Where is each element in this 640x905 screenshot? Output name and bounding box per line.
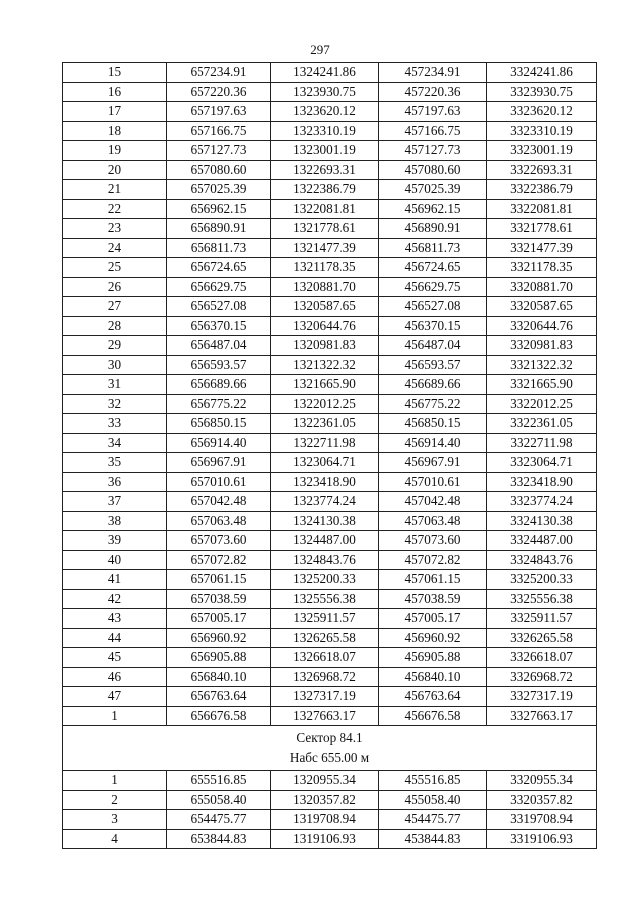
table-cell: 657197.63 xyxy=(167,102,271,122)
table-cell: 30 xyxy=(63,355,167,375)
table-cell: 37 xyxy=(63,492,167,512)
coordinates-table xyxy=(62,62,597,849)
table-cell: 1325200.33 xyxy=(271,570,379,590)
table-cell: 3324241.86 xyxy=(487,63,597,83)
table-cell: 3327663.17 xyxy=(487,706,597,726)
table-cell: 3321477.39 xyxy=(487,238,597,258)
table-row xyxy=(63,667,597,687)
sector-header xyxy=(63,726,597,771)
table-cell: 655516.85 xyxy=(167,771,271,791)
table-row xyxy=(63,199,597,219)
table-row xyxy=(63,160,597,180)
table-row xyxy=(63,63,597,83)
table-cell: 20 xyxy=(63,160,167,180)
table-cell: 656960.92 xyxy=(167,628,271,648)
table-cell: 653844.83 xyxy=(167,829,271,849)
table-cell: 457166.75 xyxy=(379,121,487,141)
table-cell: 1327663.17 xyxy=(271,706,379,726)
table-cell: 456763.64 xyxy=(379,687,487,707)
table-cell: 656850.15 xyxy=(167,414,271,434)
table-cell: 456724.65 xyxy=(379,258,487,278)
table-cell: 656689.66 xyxy=(167,375,271,395)
table-row xyxy=(63,82,597,102)
table-cell: 1320955.34 xyxy=(271,771,379,791)
table-cell: 1325911.57 xyxy=(271,609,379,629)
table-cell: 3323930.75 xyxy=(487,82,597,102)
table-cell: 1 xyxy=(63,706,167,726)
table-cell: 47 xyxy=(63,687,167,707)
table-cell: 657025.39 xyxy=(167,180,271,200)
table-cell: 26 xyxy=(63,277,167,297)
table-cell: 21 xyxy=(63,180,167,200)
table-cell: 656914.40 xyxy=(167,433,271,453)
table-cell: 3327317.19 xyxy=(487,687,597,707)
table-cell: 1326968.72 xyxy=(271,667,379,687)
table-row xyxy=(63,102,597,122)
table-cell: 657038.59 xyxy=(167,589,271,609)
table-cell: 456960.92 xyxy=(379,628,487,648)
table-cell: 19 xyxy=(63,141,167,161)
table-cell: 3320587.65 xyxy=(487,297,597,317)
table-cell: 455516.85 xyxy=(379,771,487,791)
table-cell: 3323001.19 xyxy=(487,141,597,161)
table-cell: 3322711.98 xyxy=(487,433,597,453)
table-cell: 456967.91 xyxy=(379,453,487,473)
table-cell: 1322711.98 xyxy=(271,433,379,453)
table-row xyxy=(63,375,597,395)
table-cell: 1323001.19 xyxy=(271,141,379,161)
table-cell: 23 xyxy=(63,219,167,239)
table-cell: 456527.08 xyxy=(379,297,487,317)
table-cell: 656370.15 xyxy=(167,316,271,336)
table-cell: 657042.48 xyxy=(167,492,271,512)
table-cell: 455058.40 xyxy=(379,790,487,810)
table-cell: 3323774.24 xyxy=(487,492,597,512)
table-cell: 3322361.05 xyxy=(487,414,597,434)
table-row xyxy=(63,355,597,375)
table-cell: 3326968.72 xyxy=(487,667,597,687)
table-cell: 456629.75 xyxy=(379,277,487,297)
table-cell: 456890.91 xyxy=(379,219,487,239)
table-cell: 3321322.32 xyxy=(487,355,597,375)
table-row xyxy=(63,550,597,570)
table-cell: 456593.57 xyxy=(379,355,487,375)
table-cell: 3326618.07 xyxy=(487,648,597,668)
table-cell: 29 xyxy=(63,336,167,356)
table-cell: 656840.10 xyxy=(167,667,271,687)
table-cell: 2 xyxy=(63,790,167,810)
table-cell: 15 xyxy=(63,63,167,83)
table-cell: 656724.65 xyxy=(167,258,271,278)
table-cell: 1321665.90 xyxy=(271,375,379,395)
table-cell: 657005.17 xyxy=(167,609,271,629)
table-cell: 457061.15 xyxy=(379,570,487,590)
table-cell: 1324843.76 xyxy=(271,550,379,570)
table-cell: 3325556.38 xyxy=(487,589,597,609)
table-cell: 1 xyxy=(63,771,167,791)
table-cell: 456850.15 xyxy=(379,414,487,434)
table-cell: 456962.15 xyxy=(379,199,487,219)
table-cell: 44 xyxy=(63,628,167,648)
table-row xyxy=(63,238,597,258)
table-cell: 25 xyxy=(63,258,167,278)
sector-subtitle: Набс 655.00 м xyxy=(289,750,370,765)
table-cell: 457073.60 xyxy=(379,531,487,551)
table-cell: 1320644.76 xyxy=(271,316,379,336)
table-cell: 46 xyxy=(63,667,167,687)
table-row xyxy=(63,141,597,161)
table-row xyxy=(63,810,597,830)
table-row xyxy=(63,609,597,629)
table-cell: 656811.73 xyxy=(167,238,271,258)
table-cell: 45 xyxy=(63,648,167,668)
table-cell: 1321778.61 xyxy=(271,219,379,239)
table-cell: 457234.91 xyxy=(379,63,487,83)
table-cell: 3324487.00 xyxy=(487,531,597,551)
table-cell: 3323418.90 xyxy=(487,472,597,492)
table-cell: 28 xyxy=(63,316,167,336)
table-cell: 457127.73 xyxy=(379,141,487,161)
table-cell: 657127.73 xyxy=(167,141,271,161)
table-cell: 31 xyxy=(63,375,167,395)
table-row xyxy=(63,706,597,726)
table-row xyxy=(63,790,597,810)
table-cell: 456487.04 xyxy=(379,336,487,356)
table-cell: 17 xyxy=(63,102,167,122)
table-cell: 1323418.90 xyxy=(271,472,379,492)
table-cell: 3320981.83 xyxy=(487,336,597,356)
table-cell: 457038.59 xyxy=(379,589,487,609)
table-cell: 34 xyxy=(63,433,167,453)
table-cell: 3 xyxy=(63,810,167,830)
table-row xyxy=(63,394,597,414)
table-cell: 1322081.81 xyxy=(271,199,379,219)
table-cell: 43 xyxy=(63,609,167,629)
table-cell: 3324130.38 xyxy=(487,511,597,531)
table-cell: 453844.83 xyxy=(379,829,487,849)
table-cell: 1319708.94 xyxy=(271,810,379,830)
table-cell: 3323620.12 xyxy=(487,102,597,122)
table-cell: 656962.15 xyxy=(167,199,271,219)
table-cell: 657234.91 xyxy=(167,63,271,83)
table-cell: 1321322.32 xyxy=(271,355,379,375)
sector-row xyxy=(63,726,597,771)
table-cell: 3322386.79 xyxy=(487,180,597,200)
table-cell: 36 xyxy=(63,472,167,492)
table-cell: 657010.61 xyxy=(167,472,271,492)
table-cell: 3325200.33 xyxy=(487,570,597,590)
table-cell: 41 xyxy=(63,570,167,590)
table-cell: 457072.82 xyxy=(379,550,487,570)
table-cell: 656890.91 xyxy=(167,219,271,239)
table-row xyxy=(63,121,597,141)
table-cell: 1324487.00 xyxy=(271,531,379,551)
table-cell: 3325911.57 xyxy=(487,609,597,629)
table-cell: 1320357.82 xyxy=(271,790,379,810)
table-cell: 456775.22 xyxy=(379,394,487,414)
table-cell: 456689.66 xyxy=(379,375,487,395)
table-cell: 32 xyxy=(63,394,167,414)
table-cell: 3321178.35 xyxy=(487,258,597,278)
table-cell: 1322361.05 xyxy=(271,414,379,434)
table-cell: 1322693.31 xyxy=(271,160,379,180)
table-cell: 657220.36 xyxy=(167,82,271,102)
table-cell: 657061.15 xyxy=(167,570,271,590)
table-cell: 656629.75 xyxy=(167,277,271,297)
table-cell: 456905.88 xyxy=(379,648,487,668)
table-cell: 1323310.19 xyxy=(271,121,379,141)
table-cell: 656763.64 xyxy=(167,687,271,707)
table-cell: 457025.39 xyxy=(379,180,487,200)
table-cell: 454475.77 xyxy=(379,810,487,830)
table-cell: 656527.08 xyxy=(167,297,271,317)
table-cell: 3319708.94 xyxy=(487,810,597,830)
table-cell: 18 xyxy=(63,121,167,141)
table-cell: 22 xyxy=(63,199,167,219)
table-cell: 1324241.86 xyxy=(271,63,379,83)
sector-cell xyxy=(63,726,597,771)
table-cell: 656967.91 xyxy=(167,453,271,473)
table-cell: 16 xyxy=(63,82,167,102)
table-cell: 3320955.34 xyxy=(487,771,597,791)
table-cell: 1323774.24 xyxy=(271,492,379,512)
table-cell: 456811.73 xyxy=(379,238,487,258)
table-cell: 1322386.79 xyxy=(271,180,379,200)
table-cell: 655058.40 xyxy=(167,790,271,810)
table-cell: 1320981.83 xyxy=(271,336,379,356)
table-cell: 3320644.76 xyxy=(487,316,597,336)
table-row xyxy=(63,570,597,590)
table-row xyxy=(63,316,597,336)
page-number: 297 xyxy=(310,42,330,57)
table-cell: 3321665.90 xyxy=(487,375,597,395)
table-row xyxy=(63,492,597,512)
table-cell: 39 xyxy=(63,531,167,551)
table-cell: 3319106.93 xyxy=(487,829,597,849)
table-cell: 42 xyxy=(63,589,167,609)
table-row xyxy=(63,180,597,200)
table-row xyxy=(63,472,597,492)
table-cell: 656775.22 xyxy=(167,394,271,414)
table-cell: 1324130.38 xyxy=(271,511,379,531)
table-body-upper xyxy=(63,63,597,726)
table-cell: 456676.58 xyxy=(379,706,487,726)
table-row xyxy=(63,648,597,668)
table-row xyxy=(63,453,597,473)
table-cell: 457005.17 xyxy=(379,609,487,629)
table-cell: 457220.36 xyxy=(379,82,487,102)
table-cell: 1320881.70 xyxy=(271,277,379,297)
table-cell: 1323064.71 xyxy=(271,453,379,473)
table-row xyxy=(63,297,597,317)
table-cell: 33 xyxy=(63,414,167,434)
table-row xyxy=(63,628,597,648)
table-cell: 1326618.07 xyxy=(271,648,379,668)
table-cell: 1326265.58 xyxy=(271,628,379,648)
table-cell: 4 xyxy=(63,829,167,849)
table-row xyxy=(63,531,597,551)
table-row xyxy=(63,433,597,453)
table-row xyxy=(63,219,597,239)
table-cell: 456914.40 xyxy=(379,433,487,453)
table-cell: 1325556.38 xyxy=(271,589,379,609)
table-cell: 3321778.61 xyxy=(487,219,597,239)
table-body-lower xyxy=(63,771,597,849)
table-cell: 1321178.35 xyxy=(271,258,379,278)
table-cell: 656593.57 xyxy=(167,355,271,375)
table-cell: 3322012.25 xyxy=(487,394,597,414)
table-cell: 3322693.31 xyxy=(487,160,597,180)
table-cell: 457063.48 xyxy=(379,511,487,531)
table-row xyxy=(63,277,597,297)
table-cell: 3320881.70 xyxy=(487,277,597,297)
table-row xyxy=(63,511,597,531)
table-cell: 457042.48 xyxy=(379,492,487,512)
table-row xyxy=(63,336,597,356)
table-cell: 656905.88 xyxy=(167,648,271,668)
table-cell: 3322081.81 xyxy=(487,199,597,219)
table-cell: 1320587.65 xyxy=(271,297,379,317)
table-cell: 1323930.75 xyxy=(271,82,379,102)
table-cell: 457080.60 xyxy=(379,160,487,180)
table-cell: 3320357.82 xyxy=(487,790,597,810)
table-cell: 38 xyxy=(63,511,167,531)
table-cell: 1321477.39 xyxy=(271,238,379,258)
table-cell: 456370.15 xyxy=(379,316,487,336)
table-cell: 657072.82 xyxy=(167,550,271,570)
sector-title: Сектор 84.1 xyxy=(296,730,363,745)
table-cell: 3324843.76 xyxy=(487,550,597,570)
table-cell: 3323064.71 xyxy=(487,453,597,473)
table-cell: 3326265.58 xyxy=(487,628,597,648)
table-row xyxy=(63,687,597,707)
table-cell: 1323620.12 xyxy=(271,102,379,122)
table-cell: 35 xyxy=(63,453,167,473)
table-cell: 1322012.25 xyxy=(271,394,379,414)
table-cell: 24 xyxy=(63,238,167,258)
table-cell: 3323310.19 xyxy=(487,121,597,141)
table-cell: 457197.63 xyxy=(379,102,487,122)
table-cell: 654475.77 xyxy=(167,810,271,830)
table-cell: 40 xyxy=(63,550,167,570)
table-cell: 1327317.19 xyxy=(271,687,379,707)
table-row xyxy=(63,589,597,609)
table-row xyxy=(63,258,597,278)
table-cell: 657063.48 xyxy=(167,511,271,531)
table-row xyxy=(63,829,597,849)
table-cell: 1319106.93 xyxy=(271,829,379,849)
table-cell: 657080.60 xyxy=(167,160,271,180)
table-cell: 27 xyxy=(63,297,167,317)
table-row xyxy=(63,771,597,791)
table-cell: 457010.61 xyxy=(379,472,487,492)
table-cell: 657166.75 xyxy=(167,121,271,141)
table-cell: 456840.10 xyxy=(379,667,487,687)
table-row xyxy=(63,414,597,434)
table-cell: 656676.58 xyxy=(167,706,271,726)
table-cell: 656487.04 xyxy=(167,336,271,356)
table-cell: 657073.60 xyxy=(167,531,271,551)
